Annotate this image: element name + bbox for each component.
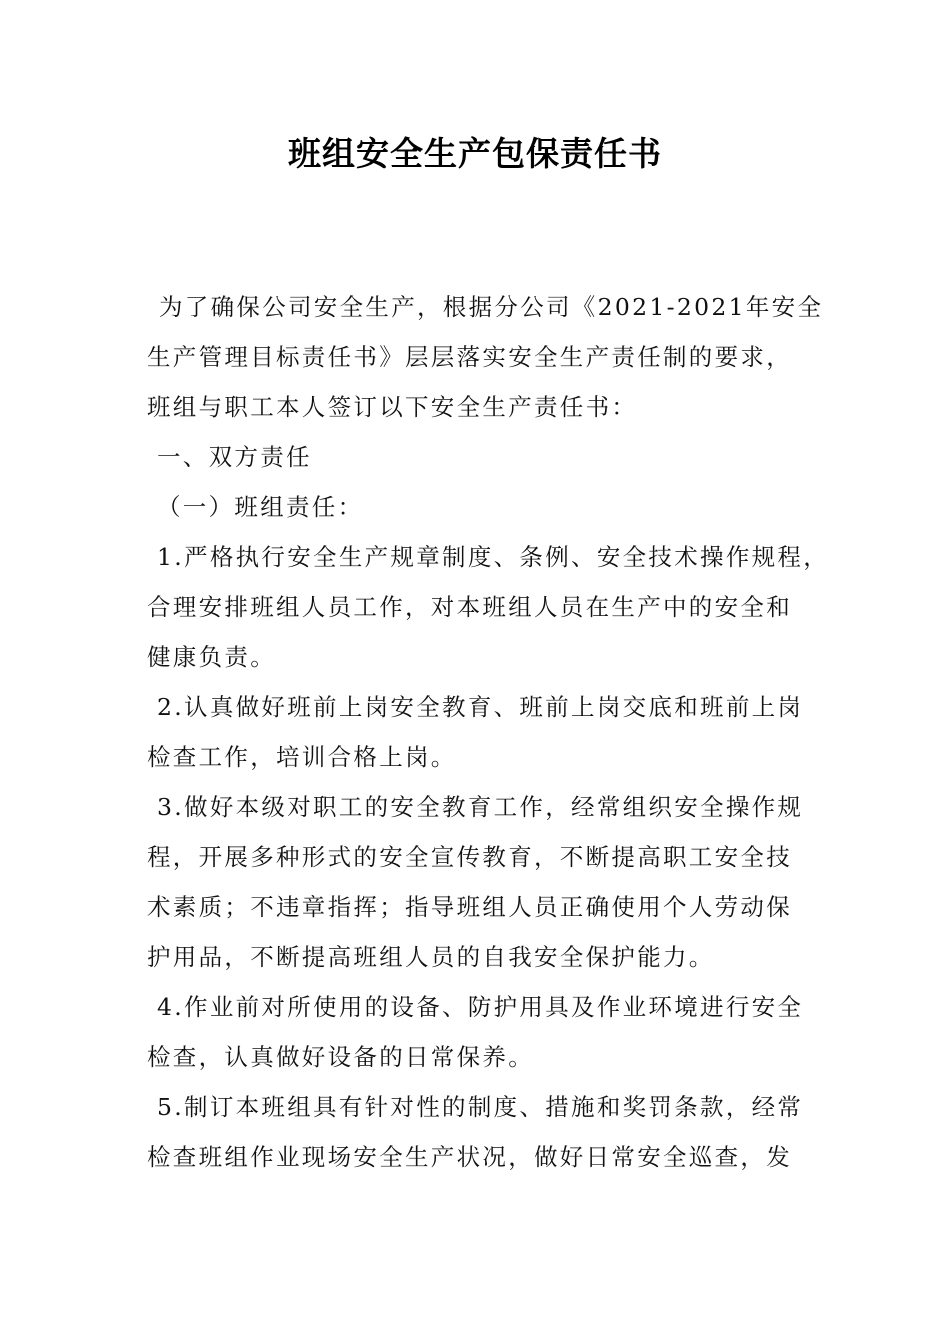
paragraph-line: 检查班组作业现场安全生产状况，做好日常安全巡查，发 <box>147 1143 792 1171</box>
section-heading: 一、双方责任 <box>157 443 312 471</box>
paragraph-line: 1.严格执行安全生产规章制度、条例、安全技术操作规程， <box>157 543 830 571</box>
paragraph-line: 2.认真做好班前上岗安全教育、班前上岗交底和班前上岗 <box>157 693 804 721</box>
document-title: 班组安全生产包保责任书 <box>288 134 662 173</box>
paragraph-line: 5.制订本班组具有针对性的制度、措施和奖罚条款，经常 <box>157 1093 804 1121</box>
paragraph-line: 生产管理目标责任书》层层落实安全生产责任制的要求， <box>147 343 792 371</box>
paragraph-line: 护用品，不断提高班组人员的自我安全保护能力。 <box>147 943 715 971</box>
document-body <box>147 282 830 1182</box>
subsection-heading: （一）班组责任： <box>157 493 364 521</box>
paragraph-line: 4.作业前对所使用的设备、防护用具及作业环境进行安全 <box>157 993 804 1021</box>
paragraph-line: 为了确保公司安全生产，根据分公司《2021-2021年安全 <box>159 293 824 321</box>
paragraph-line: 3.做好本级对职工的安全教育工作，经常组织安全操作规 <box>157 793 804 821</box>
paragraph-line: 术素质；不违章指挥；指导班组人员正确使用个人劳动保 <box>147 893 792 921</box>
paragraph-line: 健康负责。 <box>147 643 276 671</box>
paragraph-line: 检查工作，培训合格上岗。 <box>147 743 457 771</box>
paragraph-line: 程，开展多种形式的安全宣传教育，不断提高职工安全技 <box>147 843 792 871</box>
paragraph-line: 合理安排班组人员工作，对本班组人员在生产中的安全和 <box>147 593 792 621</box>
paragraph-line: 班组与职工本人签订以下安全生产责任书： <box>147 393 638 421</box>
paragraph-line: 检查，认真做好设备的日常保养。 <box>147 1043 534 1071</box>
